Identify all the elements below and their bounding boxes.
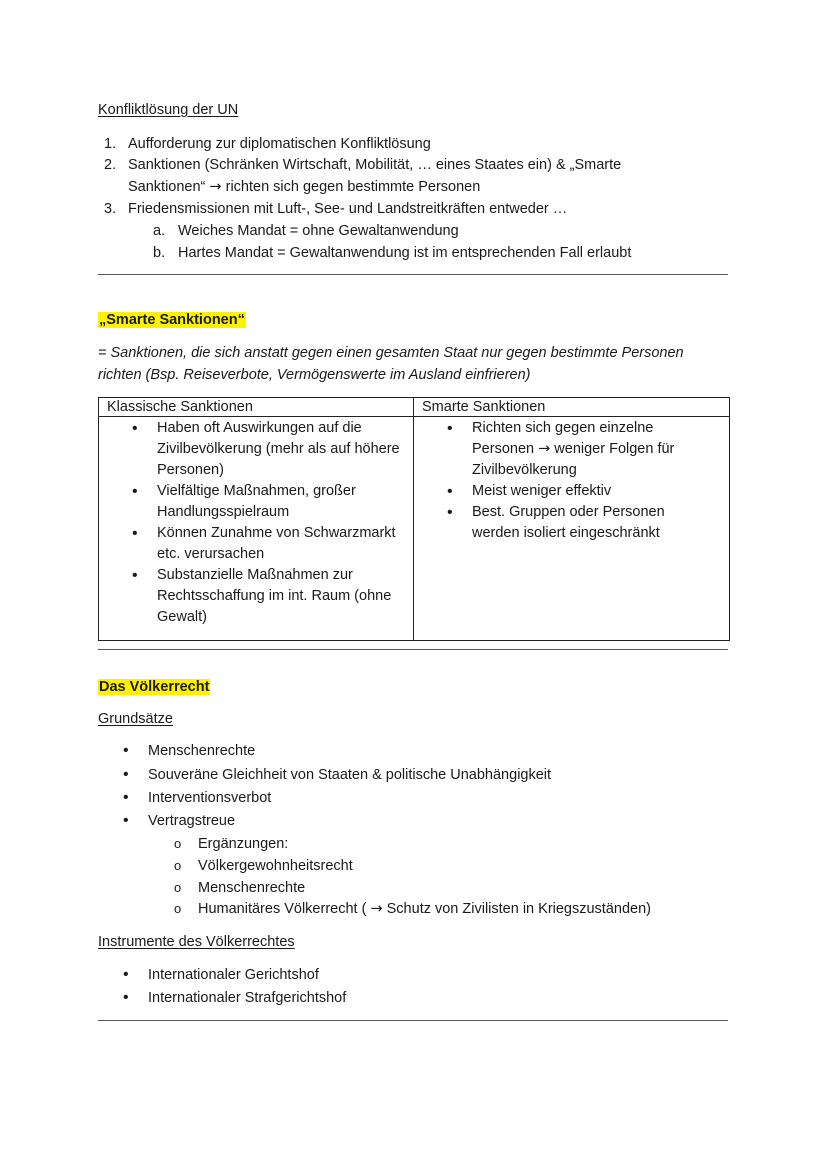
- list-item: Vertragstreue: [148, 813, 236, 829]
- list-item-continuation: [128, 176, 480, 198]
- list-item: • Vielfältige Maßnahmen, großer Handlungsspielraum: [132, 483, 356, 520]
- bullet-icon: •: [123, 742, 129, 759]
- heading-konfliktloesung: Konfliktlösung der UN: [98, 102, 239, 118]
- sublist-item: Hartes Mandat = Gewaltanwendung ist im entsprechenden Fall erlaubt: [178, 245, 632, 261]
- list-item: Souveräne Gleichheit von Staaten & politische Unabhängigkeit: [148, 767, 552, 783]
- bullet-icon: •: [447, 504, 453, 521]
- list-item: Aufforderung zur diplomatischen Konfliktlösung: [128, 136, 431, 152]
- divider: [98, 1020, 728, 1021]
- arrow-right-icon: →: [538, 441, 551, 457]
- bullet-icon: •: [132, 567, 138, 584]
- list-item: Interventionsverbot: [148, 790, 272, 806]
- bullet-icon: •: [123, 966, 129, 983]
- list-item: • Substanzielle Maßnahmen zur Rechtsschaffung im int. Raum (ohne Gewalt): [132, 567, 392, 625]
- sublist-item: Weiches Mandat = ohne Gewaltanwendung: [178, 223, 459, 239]
- list-number: 1.: [104, 136, 117, 152]
- circle-bullet-icon: o: [174, 858, 182, 873]
- bullet-icon: •: [123, 766, 129, 783]
- sublist-item: Menschenrechte: [198, 880, 306, 896]
- sanctions-table: [98, 397, 730, 641]
- definition-line: richten (Bsp. Reiseverbote, Vermögenswerte im Ausland einfrieren): [98, 367, 531, 383]
- highlighted-heading: „Smarte Sanktionen“: [99, 312, 245, 328]
- arrow-right-icon: →: [209, 179, 222, 195]
- list-item: Internationaler Strafgerichtshof: [148, 990, 347, 1006]
- divider: [98, 274, 728, 275]
- arrow-right-icon: →: [370, 901, 383, 917]
- heading-smarte-sanktionen: [98, 309, 246, 331]
- subheading-grundsaetze: Grundsätze: [98, 711, 173, 727]
- bullet-icon: •: [447, 420, 453, 437]
- sublist-item: Ergänzungen:: [198, 836, 289, 852]
- bullet-icon: •: [123, 989, 129, 1006]
- list-item: Sanktionen (Schränken Wirtschaft, Mobilität, … eines Staates ein) & „Smarte: [128, 157, 622, 173]
- bullet-icon: •: [123, 812, 129, 829]
- list-item: • Best. Gruppen oder Personen werden isoliert eingeschränkt: [447, 504, 665, 541]
- table-header-smart: Smarte Sanktionen: [414, 398, 730, 417]
- highlighted-heading: Das Völkerrecht: [99, 679, 210, 695]
- sublist-letter: a.: [153, 223, 166, 239]
- list-item: • Meist weniger effektiv: [447, 483, 612, 500]
- list-item: Menschenrechte: [148, 743, 256, 759]
- subheading-instrumente: Instrumente des Völkerrechtes: [98, 934, 295, 950]
- sublist-letter: b.: [153, 245, 166, 261]
- circle-bullet-icon: o: [174, 836, 182, 851]
- list-item-text: Sanktionen“: [128, 179, 206, 195]
- table-cell-smart: [414, 417, 730, 641]
- bullet-icon: •: [132, 525, 138, 542]
- bullet-icon: •: [123, 789, 129, 806]
- table-header-klassisch: Klassische Sanktionen: [99, 398, 414, 417]
- bullet-icon: •: [132, 420, 138, 437]
- list-item: • Können Zunahme von Schwarzmarkt etc. verursachen: [132, 525, 396, 562]
- list-item: • Richten sich gegen einzelne Personen → weniger Folgen für Zivilbevölkerung: [447, 420, 675, 478]
- list-number: 2.: [104, 157, 117, 173]
- list-number: 3.: [104, 201, 117, 217]
- list-item: • Haben oft Auswirkungen auf die Zivilbevölkerung (mehr als auf höhere Personen): [132, 420, 400, 478]
- bullet-icon: •: [132, 483, 138, 500]
- circle-bullet-icon: o: [174, 901, 182, 916]
- list-item: Internationaler Gerichtshof: [148, 967, 319, 983]
- circle-bullet-icon: o: [174, 880, 182, 895]
- heading-voelkerrecht: [98, 676, 210, 698]
- sublist-item: Völkergewohnheitsrecht: [198, 858, 353, 874]
- bullet-icon: •: [447, 483, 453, 500]
- divider: [98, 649, 728, 650]
- list-item: Friedensmissionen mit Luft-, See- und Landstreitkräften entweder …: [128, 201, 568, 217]
- list-item-text: richten sich gegen bestimmte Personen: [225, 179, 481, 195]
- sublist-item: Humanitäres Völkerrecht ( → Schutz von Zivilisten in Kriegszuständen): [198, 901, 651, 917]
- definition-line: = Sanktionen, die sich anstatt gegen einen gesamten Staat nur gegen bestimmte Personen: [98, 345, 684, 361]
- table-cell-klassisch: [99, 417, 414, 641]
